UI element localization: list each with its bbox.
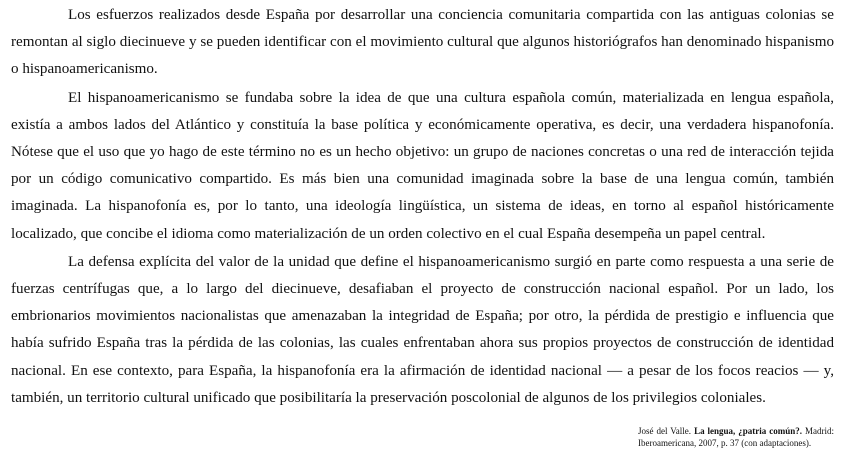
citation-author: José del Valle.: [638, 426, 692, 436]
paragraph-3: La defensa explícita del valor de la unidad que define el hispanoamericanismo surgió en parte como respuesta a una serie de fuerzas centrífugas que, a lo largo del diecinueve, desafiaban el proyecto de construcción nacional español. Por un lado, los embrionarios movimientos nacionalistas que amenazaban la integridad de España; por otro, la pérdida de prestigio e influencia que había sufrido España tras la pérdida de las colonias, las cuales enfrentaban ahora sus propios proyectos de construcción de identidad nacional. En ese contexto, para España, la hispanofonía era la afirmación de identidad nacional — a pesar de los focos reacios — y, también, un territorio cultural unificado que posibilitaría la preservación poscolonial de algunos de los privilegios coloniales.: [11, 253, 834, 406]
paragraph-2: El hispanoamericanismo se fundaba sobre la idea de que una cultura española común, materializada en lengua española, existía a ambos lados del Atlántico y constituía la base política y económicamente operativa, es decir, una verdadera hispanofonía. Nótese que el uso que yo hago de este término no es un hecho objetivo: un grupo de naciones concretas o una red de interacción tejida por un código comunicativo compartido. Es más bien una comunidad imaginada sobre la base de una lengua común, también imaginada. La hispanofonía es, por lo tanto, una ideología lingüística, un sistema de ideas, en torno al español históricamente localizado, que concibe el idioma como materialización de un orden colectivo en el cual España desempeña un papel central.: [11, 89, 834, 242]
text-body: [11, 2, 834, 413]
paragraph-1: Los esfuerzos realizados desde España por desarrollar una conciencia comunitaria compartida con las antiguas colonias se remontan al siglo diecinueve y se pueden identificar con el movimiento cultural que algunos historiógrafos han denominado hispanismo o hispanoamericanismo.: [11, 7, 834, 78]
citation-title: La lengua, ¿patria común?.: [694, 426, 803, 436]
citation-details: Madrid: Iberoamericana, 2007, p. 37 (con adaptaciones).: [638, 426, 835, 448]
source-citation: [638, 425, 834, 449]
